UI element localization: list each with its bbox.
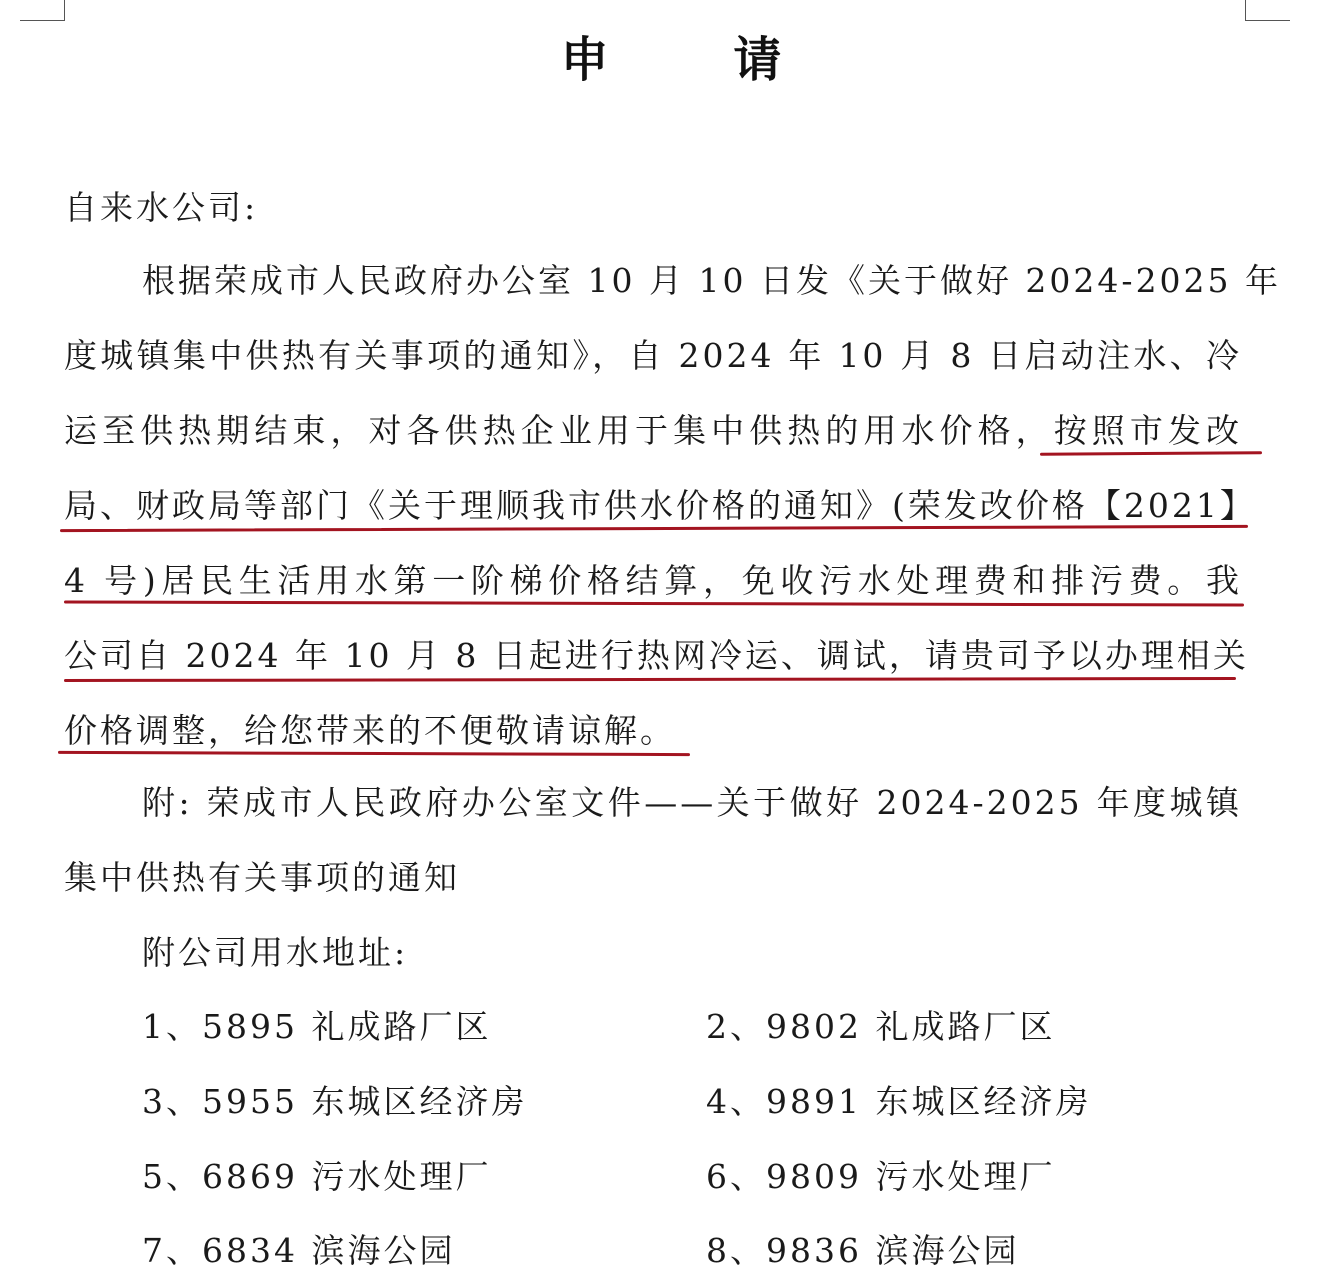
address-item: 1、5895 礼成路厂区: [142, 1007, 492, 1046]
document-title: 申 请: [560, 32, 836, 88]
address-heading: 附公司用水地址:: [142, 933, 409, 972]
paragraph-line-1: 根据荣成市人民政府办公室 10 月 10 日发《关于做好 2024-2025 年: [142, 261, 1282, 300]
red-underline-4: [64, 677, 1236, 682]
paragraph-line-6: 公司自 2024 年 10 月 8 日起进行热网冷运、调试，请贵司予以办理相关: [64, 636, 1249, 675]
paragraph-line-3: 运至供热期结束，对各供热企业用于集中供热的用水价格，按照市发改: [64, 411, 1242, 450]
address-item: 6、9809 污水处理厂: [706, 1157, 1056, 1196]
page-corner-mark-left: [20, 0, 65, 21]
address-item: 7、6834 滨海公园: [142, 1231, 456, 1270]
paragraph-line-2: 度城镇集中供热有关事项的通知》，自 2024 年 10 月 8 日启动注水、冷: [64, 336, 1242, 375]
address-item: 4、9891 东城区经济房: [706, 1082, 1092, 1121]
attachment-line-2: 集中供热有关事项的通知: [64, 858, 460, 897]
paragraph-line-4: 局、财政局等部门《关于理顺我市供水价格的通知》(荣发改价格【2021】: [64, 486, 1256, 525]
address-item: 5、6869 污水处理厂: [142, 1157, 492, 1196]
page-corner-mark-right: [1245, 0, 1290, 21]
paragraph-line-7: 价格调整，给您带来的不便敬请谅解。: [64, 711, 676, 750]
salutation: 自来水公司:: [64, 188, 259, 227]
address-item: 3、5955 东城区经济房: [142, 1082, 528, 1121]
red-underline-1: [1040, 451, 1262, 456]
attachment-line-1: 附: 荣成市人民政府办公室文件——关于做好 2024-2025 年度城镇: [142, 783, 1242, 822]
address-item: 2、9802 礼成路厂区: [706, 1007, 1056, 1046]
address-item: 8、9836 滨海公园: [706, 1231, 1020, 1270]
paragraph-line-5: 4 号)居民生活用水第一阶梯价格结算，免收污水处理费和排污费。我: [64, 561, 1242, 600]
